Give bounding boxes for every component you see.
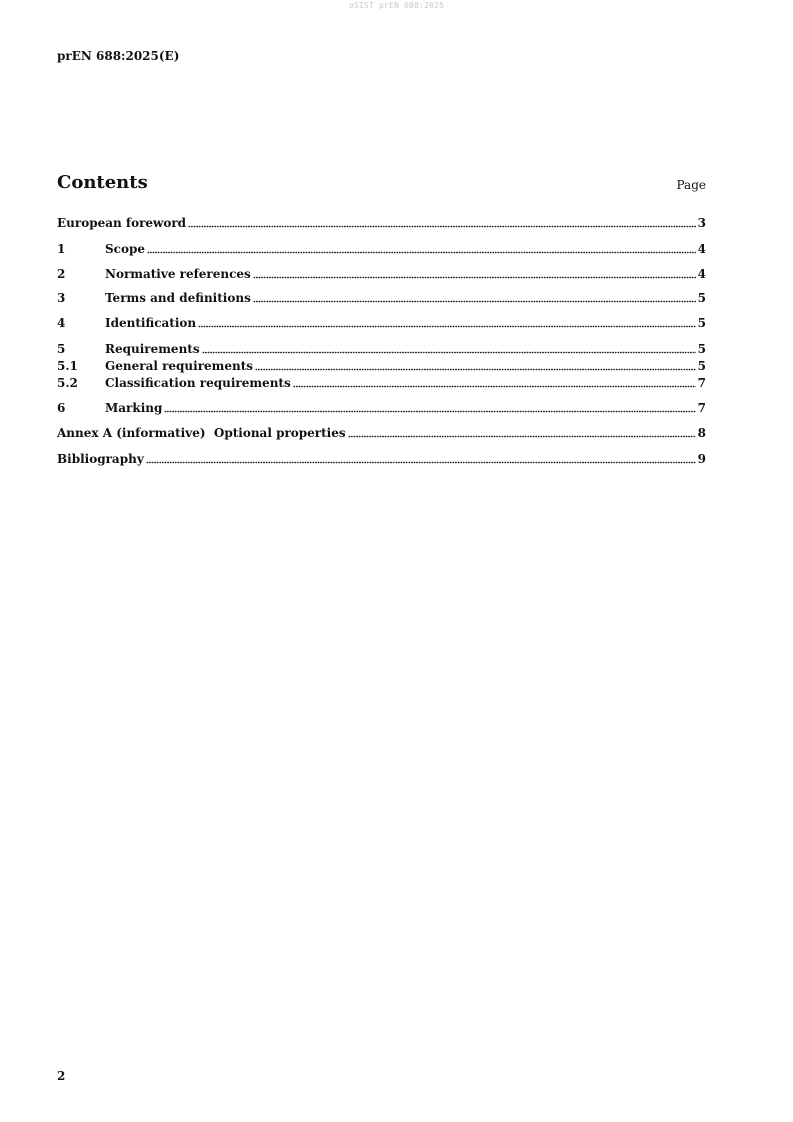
toc-entry-page: 5 — [697, 316, 706, 330]
page-number: 2 — [57, 1069, 66, 1083]
page-column-label: Page — [676, 178, 706, 192]
toc-leader-dots — [255, 368, 696, 371]
toc-entry-page: 7 — [697, 376, 706, 390]
toc-entry-page: 5 — [697, 359, 706, 373]
toc-entry-title: European foreword — [57, 216, 187, 230]
document-id: prEN 688:2025(E) — [57, 49, 180, 63]
toc-leader-dots — [253, 276, 696, 279]
toc-entry-page: 9 — [697, 452, 706, 466]
contents-header — [57, 172, 706, 196]
toc-entry-title: Classification requirements — [105, 376, 291, 390]
toc-entry-number: 5.1 — [57, 359, 78, 373]
toc-entry-general-requirements[interactable] — [57, 359, 706, 374]
toc-entry-page: 3 — [697, 216, 706, 230]
toc-entry-title: Annex A (informative) Optional properties — [57, 426, 346, 440]
toc-entry-title: Normative references — [105, 267, 251, 281]
contents-title: Contents — [57, 172, 148, 193]
toc-entry-page: 8 — [697, 426, 706, 440]
toc-entry-page: 4 — [697, 242, 706, 256]
toc-entry-terms-and-definitions[interactable] — [57, 291, 706, 306]
toc-entry-european-foreword[interactable] — [57, 216, 706, 231]
toc-entry-page: 4 — [697, 267, 706, 281]
toc-entry-number: 3 — [57, 291, 66, 305]
toc-entry-title: Marking — [105, 401, 163, 415]
toc-leader-dots — [198, 325, 696, 328]
toc-leader-dots — [146, 461, 696, 464]
toc-entry-page: 5 — [697, 342, 706, 356]
toc-entry-annex-a[interactable] — [57, 426, 706, 441]
toc-leader-dots — [253, 300, 696, 303]
toc-entry-title: Terms and definitions — [105, 291, 251, 305]
toc-entry-normative-references[interactable] — [57, 267, 706, 282]
toc-entry-identification[interactable] — [57, 316, 706, 331]
toc-entry-marking[interactable] — [57, 401, 706, 416]
toc-entry-title: Bibliography — [57, 452, 144, 466]
toc-leader-dots — [293, 385, 696, 388]
toc-entry-page: 7 — [697, 401, 706, 415]
toc-leader-dots — [188, 225, 696, 228]
toc-entry-classification-requirements[interactable] — [57, 376, 706, 391]
watermark: oSIST prEN 688:2025 — [348, 1, 445, 10]
toc-entry-number: 4 — [57, 316, 66, 330]
toc-entry-title: Scope — [105, 242, 146, 256]
toc-entry-title: Identification — [105, 316, 197, 330]
toc-entry-number: 5.2 — [57, 376, 78, 390]
toc-entry-number: 5 — [57, 342, 66, 356]
toc-entry-requirements[interactable] — [57, 342, 706, 357]
toc-entry-scope[interactable] — [57, 242, 706, 257]
toc-entry-title: Requirements — [105, 342, 200, 356]
toc-leader-dots — [147, 251, 696, 254]
toc-leader-dots — [202, 351, 696, 354]
toc-entry-title: General requirements — [105, 359, 254, 373]
toc-entry-number: 1 — [57, 242, 66, 256]
toc-entry-number: 6 — [57, 401, 66, 415]
toc-entry-number: 2 — [57, 267, 66, 281]
toc-leader-dots — [348, 435, 696, 438]
toc-leader-dots — [164, 410, 695, 413]
toc-entry-bibliography[interactable] — [57, 452, 706, 467]
toc-entry-page: 5 — [697, 291, 706, 305]
